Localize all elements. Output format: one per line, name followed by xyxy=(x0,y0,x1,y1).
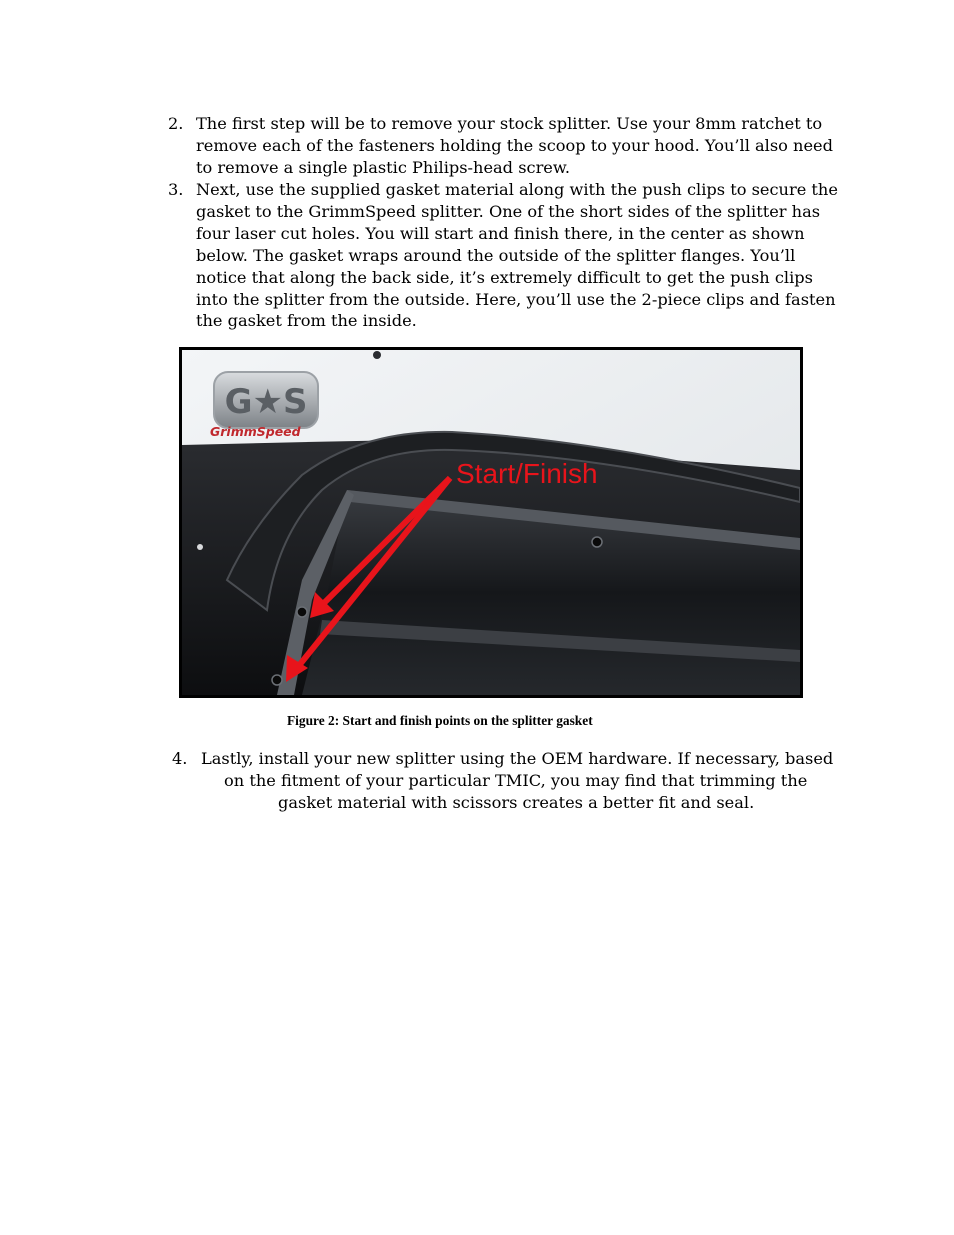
text-line: Next, use the supplied gasket material along with the push clips to secure the xyxy=(196,180,838,199)
step-number: 3. xyxy=(168,180,184,199)
text-line: Lastly, install your new splitter using the OEM hardware. If necessary, based xyxy=(201,749,834,768)
grimmspeed-logo xyxy=(210,372,318,439)
surface-mark xyxy=(373,351,381,359)
surface-mark xyxy=(197,544,203,550)
text-line: to remove a single plastic Philips-head screw. xyxy=(196,157,570,177)
clip-hole xyxy=(297,607,307,617)
text-line: on the fitment of your particular TMIC, you may find that trimming the xyxy=(224,770,808,790)
step-text xyxy=(196,179,838,332)
clip-hole xyxy=(592,537,602,547)
step-number: 2. xyxy=(168,114,184,133)
figure-splitter-photo xyxy=(179,347,803,698)
start-finish-label: Start/Finish xyxy=(456,458,598,489)
text-line: remove each of the fasteners holding the scoop to your hood. You’ll also need xyxy=(196,135,834,155)
text-line: notice that along the back side, it’s extremely difficult to get the push clips xyxy=(196,267,813,287)
logo-text: GrimmSpeed xyxy=(210,424,301,439)
logo-letters: G★S xyxy=(224,382,308,422)
text-line: gasket material with scissors creates a better fit and seal. xyxy=(278,792,755,812)
step-number: 4. xyxy=(172,749,188,768)
figure-caption: Figure 2: Start and finish points on the splitter gasket xyxy=(287,713,593,728)
splitter-photo xyxy=(182,350,800,695)
text-line: four laser cut holes. You will start and finish there, in the center as shown xyxy=(196,223,805,243)
clip-hole xyxy=(272,675,282,685)
text-line: The first step will be to remove your stock splitter. Use your 8mm ratchet to xyxy=(196,114,823,133)
text-line: gasket to the GrimmSpeed splitter. One of the short sides of the splitter has xyxy=(196,201,821,221)
text-line: into the splitter from the outside. Here, you’ll use the 2-piece clips and fasten xyxy=(196,289,836,309)
text-line: below. The gasket wraps around the outside of the splitter flanges. You’ll xyxy=(196,245,796,265)
step-text xyxy=(196,113,833,179)
text-line: the gasket from the inside. xyxy=(196,311,417,331)
